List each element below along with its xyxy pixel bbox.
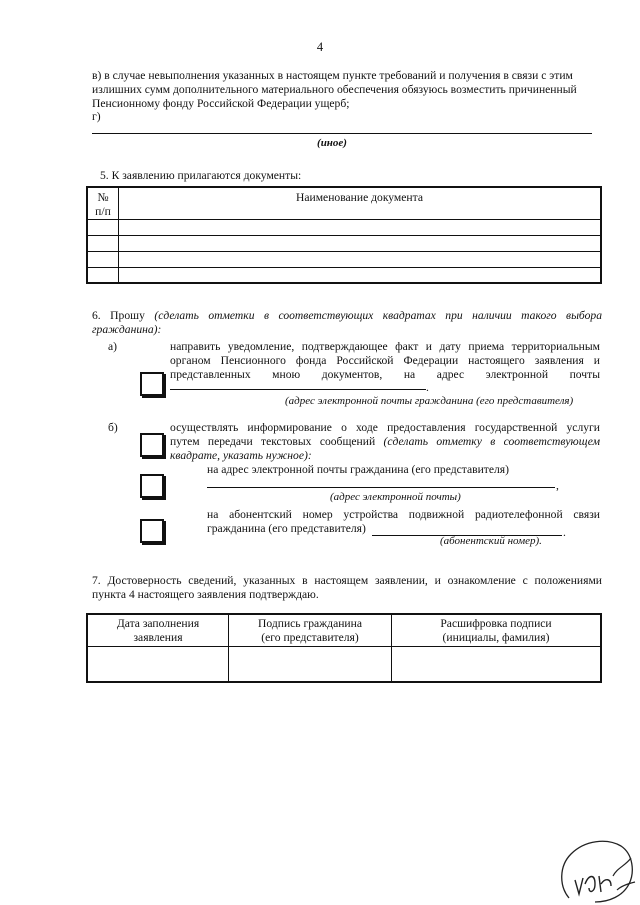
email-option-checkbox[interactable] [140, 474, 164, 498]
table-row [87, 219, 601, 235]
phone-option-period: . [563, 526, 566, 539]
col-num-line1: № [97, 191, 109, 204]
email-option-line[interactable] [207, 487, 555, 488]
section7-line1: 7. Достоверность сведений, указанных в настоящем заявлении, и ознакомление с положениями [92, 574, 602, 587]
decoding-header-line2: (инициалы, фамилия) [442, 630, 550, 644]
section6-title-italic-1: (сделать отметки в соответствующих квадратах при наличии такого выбора [154, 309, 603, 322]
date-header-line2: заявления [133, 630, 183, 644]
col-num-header [87, 187, 119, 219]
section6-title-italic-2: гражданина): [92, 322, 162, 336]
clause-g-label: г) [92, 110, 101, 123]
email-option-label: на адрес электронной почты гражданина (его представителя) [207, 463, 509, 476]
clause-v-line3: Пенсионному фонду Российской Федерации ущерб; [92, 96, 350, 110]
option-a-label: а) [108, 340, 118, 353]
clause-v [92, 69, 602, 111]
doc-num-cell[interactable] [87, 219, 119, 235]
handwritten-signature [555, 828, 640, 905]
date-cell[interactable] [87, 646, 229, 682]
option-b-line1: осуществлять информирование о ходе предоставления государственной услуги [170, 421, 600, 434]
signature-cell[interactable] [229, 646, 392, 682]
doc-name-cell[interactable] [119, 267, 602, 283]
clause-v-line1: в) в случае невыполнения указанных в настоящем пункте требований и получения в связи с этим [92, 69, 573, 82]
option-a-period: . [426, 381, 429, 394]
page-number: 4 [316, 40, 324, 54]
email-option-caption: (адрес электронной почты) [330, 491, 461, 503]
signature-header [229, 614, 392, 646]
doc-name-cell[interactable] [119, 219, 602, 235]
doc-num-cell[interactable] [87, 267, 119, 283]
clause-g-fill-line[interactable] [92, 133, 592, 134]
option-a-line2: органом Пенсионного фонда Российской Федерации настоящего заявления и [170, 354, 600, 367]
clause-v-line2: излишних сумм дополнительного материального обеспечения обязуюсь возместить причиненный [92, 82, 577, 96]
doc-num-cell[interactable] [87, 235, 119, 251]
doc-name-cell[interactable] [119, 251, 602, 267]
option-a-checkbox[interactable] [140, 372, 164, 396]
section7-line2: пункта 4 настоящего заявления подтверждаю. [92, 588, 319, 601]
decoding-header [392, 614, 602, 646]
date-header-line1: Дата заполнения [116, 617, 200, 630]
table-row [87, 251, 601, 267]
option-b-line2-plain: путем передачи текстовых сообщений [170, 435, 376, 448]
option-b-label: б) [108, 421, 118, 434]
phone-option-line1: на абонентский номер устройства подвижной радиотелефонной связи [207, 508, 600, 521]
clause-g-caption: (иное) [317, 137, 347, 149]
date-header [87, 614, 229, 646]
email-option-comma: , [556, 479, 559, 492]
documents-table [86, 186, 602, 284]
table-row [87, 267, 601, 283]
option-b-line2-italic: (сделать отметку в соответствующем [383, 435, 600, 448]
signature-header-line1: Подпись гражданина [258, 617, 362, 630]
option-a-line3: представленных мною документов, на адрес электронной почты [170, 368, 600, 381]
signature-header-line2: (его представителя) [261, 630, 359, 644]
table-row [87, 646, 601, 682]
signature-table [86, 613, 602, 683]
option-b-checkbox[interactable] [140, 433, 164, 457]
doc-name-cell[interactable] [119, 235, 602, 251]
signature-table-header [87, 614, 601, 646]
phone-option-caption: (абонентский номер). [440, 535, 542, 547]
section6-title-plain: 6. Прошу [92, 309, 145, 322]
decoding-cell[interactable] [392, 646, 602, 682]
option-a-line1: направить уведомление, подтверждающее факт и дату приема территориальным [170, 340, 600, 353]
phone-option-line2: гражданина (его представителя) [207, 522, 366, 535]
section5-title: 5. К заявлению прилагаются документы: [100, 169, 302, 182]
phone-option-checkbox[interactable] [140, 519, 164, 543]
col-num-line2: п/п [95, 204, 111, 218]
decoding-header-line1: Расшифровка подписи [440, 617, 552, 630]
option-a-email-line[interactable] [170, 389, 426, 390]
documents-table-header [87, 187, 601, 219]
col-name-header: Наименование документа [119, 187, 602, 219]
doc-num-cell[interactable] [87, 251, 119, 267]
option-b-line3: квадрате, указать нужное): [170, 449, 312, 462]
section6-title [92, 309, 602, 337]
option-b-line2 [170, 435, 600, 449]
option-a-caption: (адрес электронной почты гражданина (его представителя) [285, 395, 574, 407]
table-row [87, 235, 601, 251]
